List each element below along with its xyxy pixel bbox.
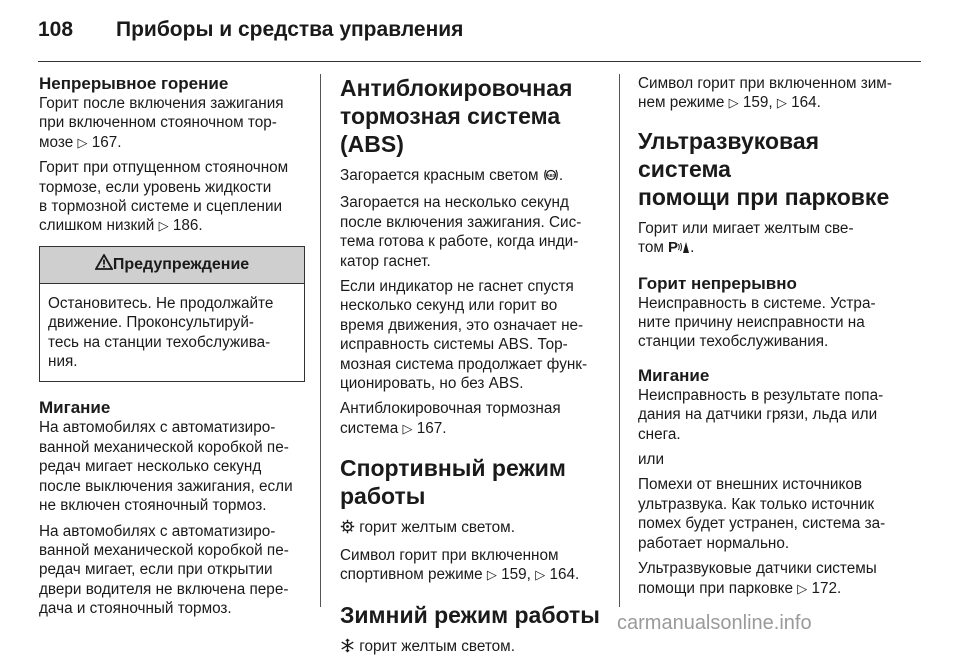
page-reference[interactable]: 159, <box>501 566 536 584</box>
text-line: спортивном режиме <box>340 566 487 584</box>
text-line: после выключения зажигания, если <box>39 477 293 495</box>
paragraph <box>340 399 606 438</box>
text-line: катор гаснет. <box>340 252 431 270</box>
text-line: исправность системы ABS. Тор- <box>340 336 568 354</box>
text-line: при включенном стояночном тор- <box>39 114 277 132</box>
page-reference[interactable]: 159, <box>742 94 777 112</box>
running-title: Приборы и средства управления <box>116 18 464 41</box>
section-heading: Мигание <box>39 398 111 418</box>
text-line: Неисправность в результате попа- <box>638 386 884 404</box>
section-heading: Горит непрерывно <box>638 273 797 293</box>
page-reference[interactable]: 186. <box>172 217 203 235</box>
watermark: carmanualsonline.info <box>617 612 812 634</box>
page-reference-arrow-icon: ▷ <box>797 580 808 596</box>
section-heading: Мигание <box>638 365 710 385</box>
text-line: Если индикатор не гаснет спустя <box>340 278 574 296</box>
page-reference[interactable]: 167. <box>416 419 447 437</box>
page-reference-arrow-icon: ▷ <box>158 218 169 234</box>
page-reference-arrow-icon: ▷ <box>486 567 497 583</box>
page-reference[interactable]: 164. <box>791 94 821 112</box>
page-reference[interactable]: 167. <box>91 133 122 151</box>
text-line: Символ горит при включенном <box>340 546 559 564</box>
paragraph <box>638 386 904 444</box>
warning-title: Предупреждение <box>112 256 250 274</box>
text-line: Неисправность в системе. Устра- <box>638 294 876 312</box>
text-line: станции техобслуживания. <box>638 333 829 351</box>
text-line: Загорается на несколько секунд <box>340 194 569 212</box>
paragraph <box>39 94 305 152</box>
text-line: Горит после включения зажигания <box>39 95 284 112</box>
text-line: двери водителя не включена пере- <box>39 580 289 598</box>
heading-line: тормозная система (ABS) <box>340 103 561 157</box>
column-1 <box>39 74 305 625</box>
text-line: помощи при парковке <box>638 579 798 597</box>
text-line: Остановитесь. Не продолжайте <box>48 294 274 312</box>
page-reference-arrow-icon: ▷ <box>776 95 787 111</box>
text-line: ванной механической коробкой пе- <box>39 541 289 559</box>
paragraph <box>39 158 305 236</box>
page-reference-arrow-icon: ▷ <box>77 134 88 150</box>
paragraph <box>39 418 305 515</box>
paragraph <box>340 546 606 585</box>
text-line: горит желтым светом. <box>359 519 515 537</box>
paragraph <box>340 193 606 271</box>
text-line: движение. Проконсультируй- <box>48 314 254 332</box>
text-line: тесь на станции техобслужива- <box>48 333 271 351</box>
text-line: Загорается красным светом <box>340 167 543 184</box>
text-line: ния. <box>48 353 78 371</box>
text-line: Горит или мигает желтым све- <box>638 219 854 237</box>
abs-icon <box>543 168 559 187</box>
heading-line: работы <box>340 483 426 510</box>
page-reference-arrow-icon: ▷ <box>728 95 739 111</box>
text-line: Антиблокировочная тормозная <box>340 400 561 418</box>
text-line: снега. <box>638 425 681 443</box>
paragraph <box>340 637 606 658</box>
page-number: 108 <box>38 18 74 41</box>
text-line: редач мигает несколько секунд <box>39 458 262 476</box>
svg-text:ABS: ABS <box>546 173 556 178</box>
heading-line: Антиблокировочная <box>340 75 573 101</box>
section-heading <box>638 127 904 211</box>
text-line: ванной механической коробкой пе- <box>39 438 289 456</box>
heading-line: Ультразвуковая система <box>638 127 820 182</box>
text-line: работает нормально. <box>638 534 790 552</box>
section-heading <box>340 454 606 510</box>
text-line: ните причину неисправности на <box>638 314 865 332</box>
warning-body <box>40 284 304 382</box>
paragraph <box>340 277 606 393</box>
text-line: ультразвука. Как только источник <box>638 495 875 513</box>
paragraph: или <box>638 451 665 469</box>
section-heading <box>340 74 606 158</box>
text-line: нем режиме <box>638 94 729 112</box>
text-line: На автомобилях с автоматизиро- <box>39 419 276 437</box>
snowflake-icon <box>340 638 355 658</box>
page-header <box>38 14 922 44</box>
warning-box <box>39 246 305 383</box>
page-reference[interactable]: 172. <box>811 579 842 597</box>
warning-header <box>40 247 304 284</box>
heading-line: Спортивный режим <box>340 455 566 482</box>
park-pilot-icon <box>668 239 690 259</box>
heading-line: помощи при парковке <box>638 183 890 210</box>
section-heading: Зимний режим работы <box>340 601 600 628</box>
text-line: после включения зажигания. Сис- <box>340 213 582 231</box>
text-line: Ультразвуковые датчики системы <box>638 560 877 578</box>
text-line: Помехи от внешних источников <box>638 476 862 494</box>
text-line: дания на датчики грязи, льда или <box>638 406 878 424</box>
column-3 <box>638 74 904 604</box>
text-line: Символ горит при включенном зим- <box>638 75 892 92</box>
paragraph: Загорается красным светом ABS . <box>340 166 606 187</box>
page-reference-arrow-icon: ▷ <box>535 567 546 583</box>
svg-text:P: P <box>668 239 679 255</box>
text-line: время движения, это означает не- <box>340 316 584 334</box>
text-line: в тормозной системе и сцеплении <box>39 198 283 216</box>
column-divider <box>320 74 321 607</box>
text-line: слишком низкий <box>39 217 159 235</box>
header-rule <box>38 61 921 62</box>
warning-triangle-icon <box>95 254 113 275</box>
column-divider <box>619 74 620 607</box>
section-heading: Непрерывное горение <box>39 74 229 93</box>
text-line: несколько секунд или горит во <box>340 297 558 315</box>
text-line: На автомобилях с автоматизиро- <box>39 522 276 540</box>
paragraph <box>39 522 305 619</box>
text-line: не включен стояночный тормоз. <box>39 497 267 515</box>
text-line: тормозе, если уровень жидкости <box>39 178 272 196</box>
page-reference[interactable]: 164. <box>549 566 580 584</box>
text-line: том <box>638 239 669 257</box>
column-2 <box>340 74 606 664</box>
text-line: Горит при отпущенном стояночном <box>39 159 289 177</box>
text-line: ционировать, но без ABS. <box>340 375 524 393</box>
paragraph <box>638 74 904 113</box>
paragraph <box>638 559 904 598</box>
page-reference-arrow-icon: ▷ <box>402 420 413 436</box>
text-line: система <box>340 419 403 437</box>
text-line: мозная система продолжает функ- <box>340 355 588 373</box>
text-line: тема готова к работе, когда инди- <box>340 233 579 251</box>
paragraph <box>638 475 904 553</box>
paragraph: Горит или мигает желтым све- том P . <box>638 219 904 260</box>
paragraph <box>638 294 904 352</box>
text-line: редач мигает, если при открытии <box>39 561 273 579</box>
text-line: горит желтым светом. <box>359 637 515 655</box>
paragraph <box>340 518 606 539</box>
text-line: дача и стояночный тормоз. <box>39 600 232 618</box>
text-line: мозе <box>39 133 78 151</box>
sport-mode-icon <box>340 519 355 539</box>
text-line: помех будет устранен, система за- <box>638 515 886 533</box>
